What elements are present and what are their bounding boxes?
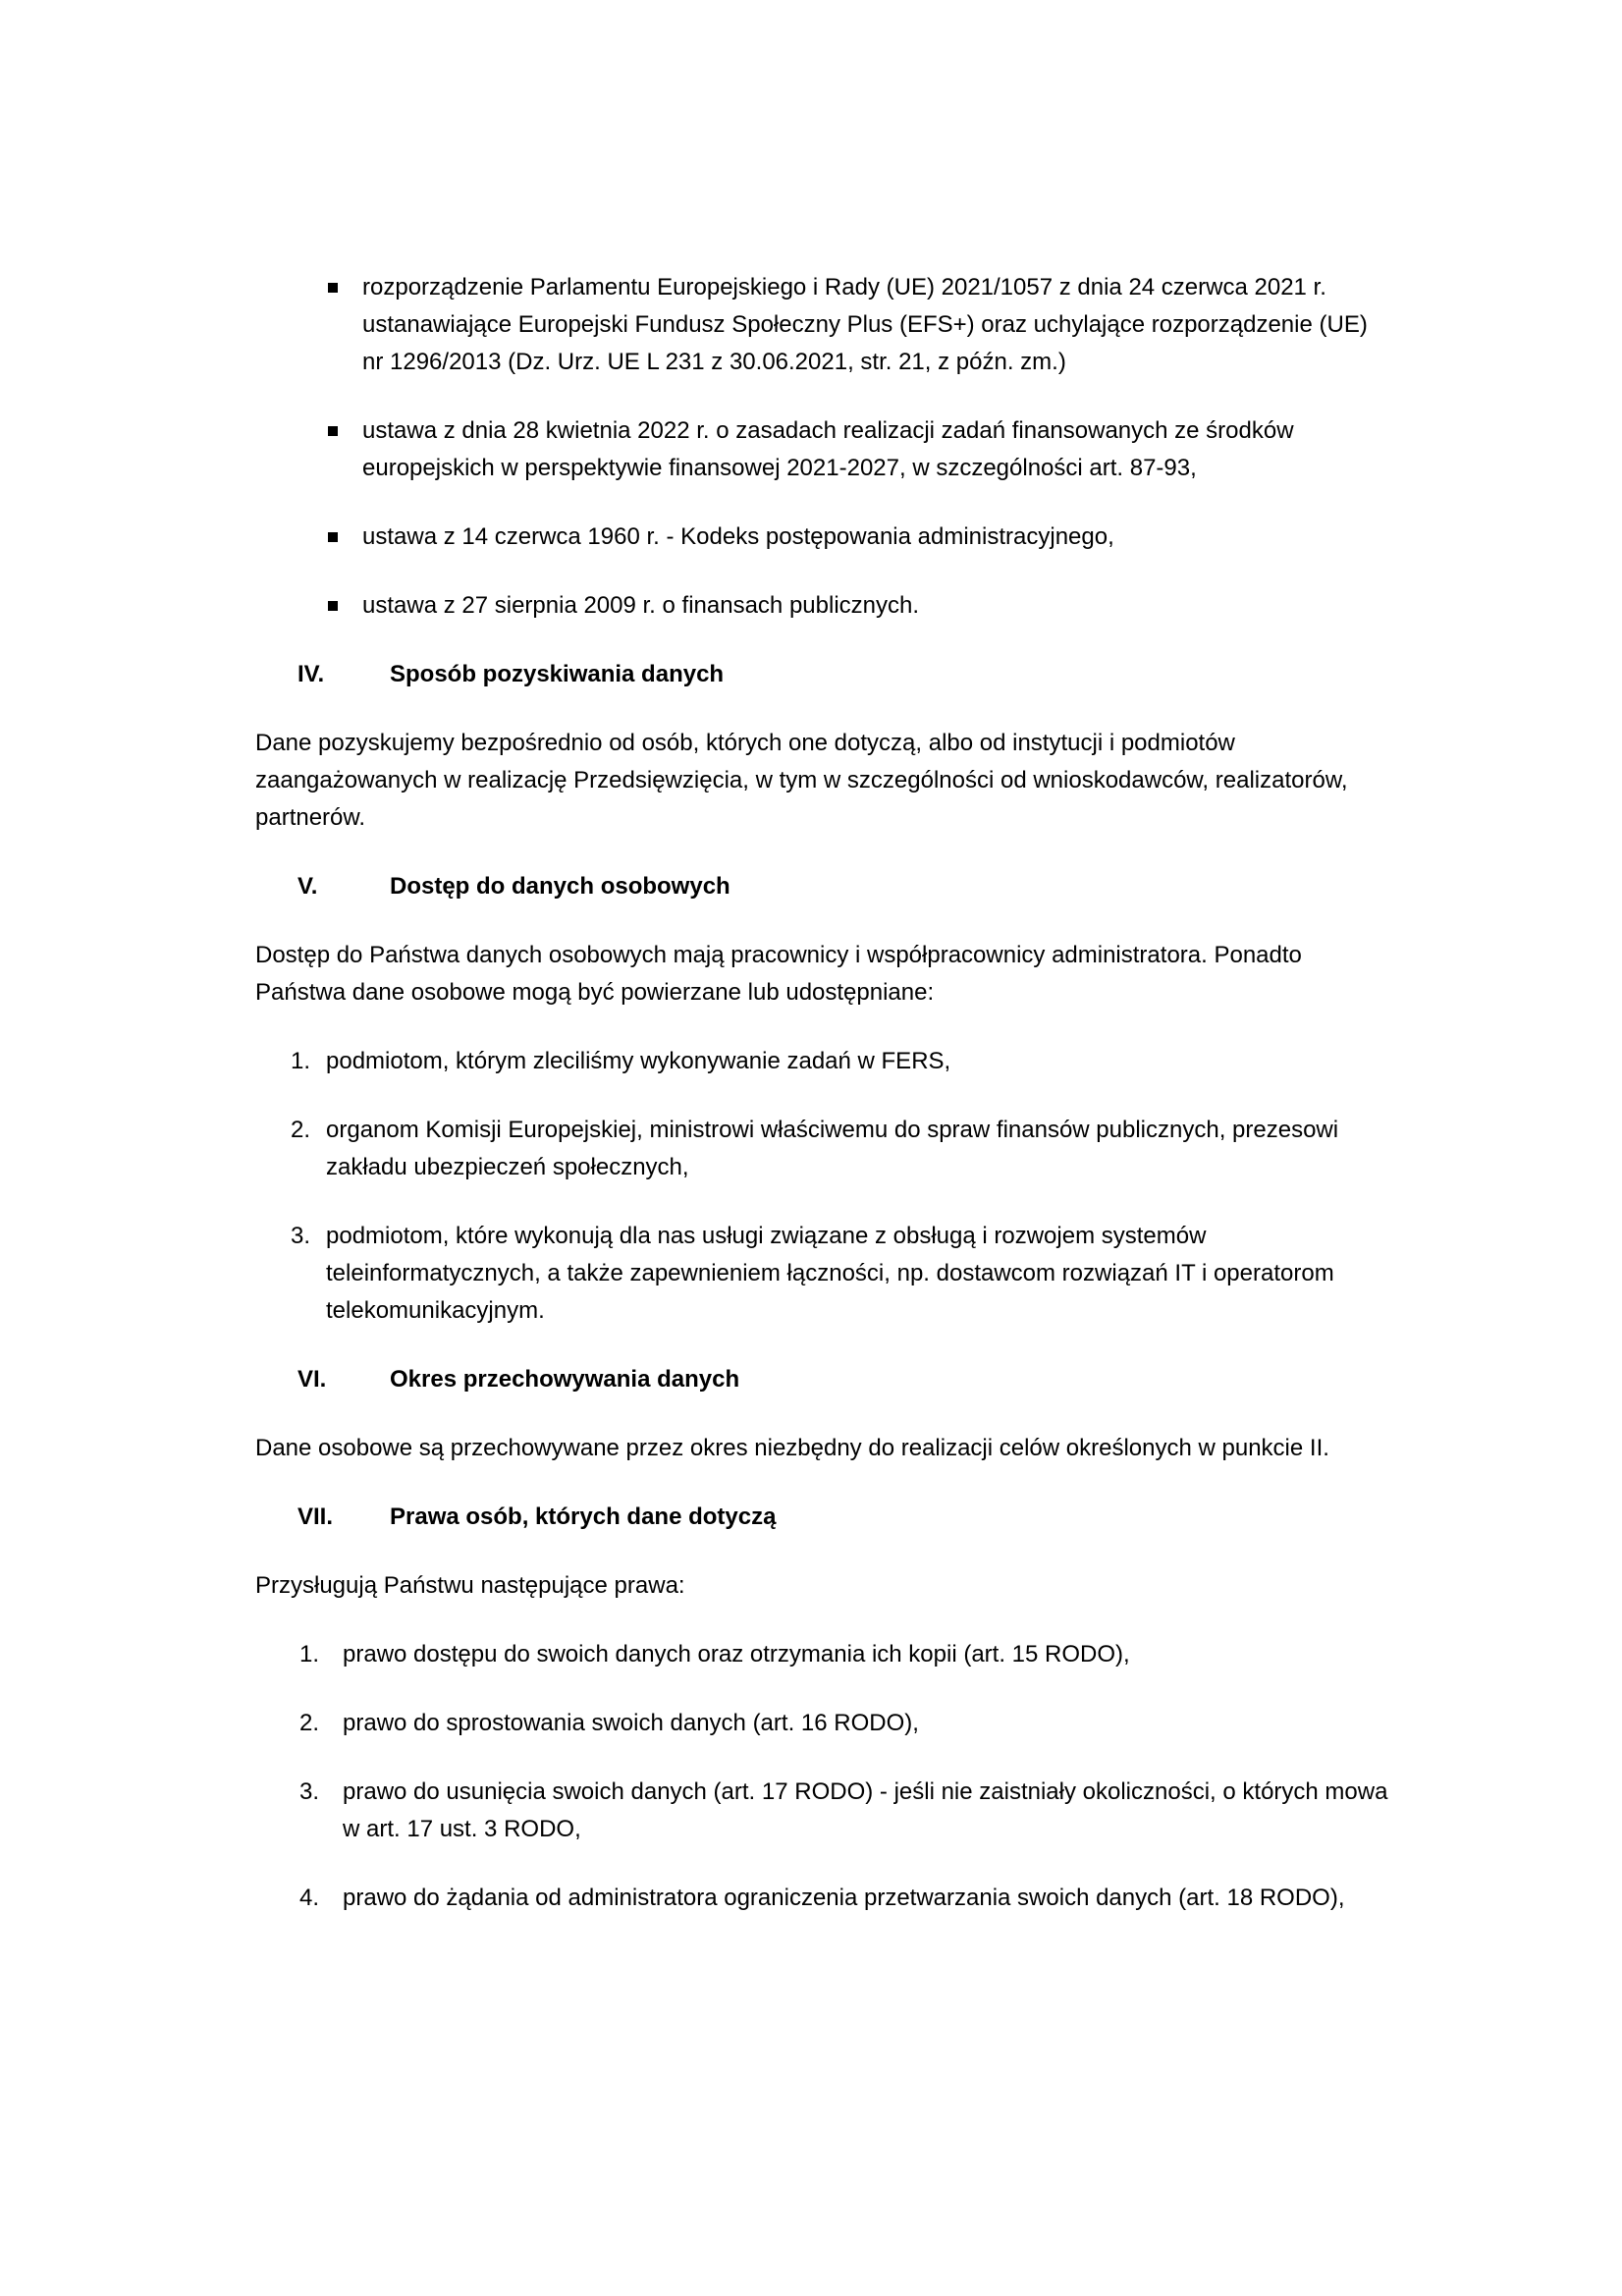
list-item-text: prawo dostępu do swoich danych oraz otrzymania ich kopii (art. 15 RODO), [343, 1641, 1130, 1667]
bullet-icon [328, 269, 362, 381]
section-title: Dostęp do danych osobowych [390, 873, 730, 900]
list-item [255, 1218, 1388, 1330]
list-item-text: podmiotom, które wykonują dla nas usługi związane z obsługą i rozwojem systemów teleinformatycznych, a także zapewnieniem łączności, np. dostawcom rozwiązań IT i operatorom telekomunikacyjnym. [326, 1223, 1334, 1324]
list-item-number: 4. [299, 1885, 320, 1911]
bullet-item-text: rozporządzenie Parlamentu Europejskiego i Rady (UE) 2021/1057 z dnia 24 czerwca 2021 r. ustanawiające Europejski Fundusz Społeczny Plus (EFS+) oraz uchylające rozporządzenie (UE) nr 1296/2013 (Dz. Urz. UE L 231 z 30.06.2021, str. 21, z późn. zm.) [362, 274, 1368, 375]
bullet-item-text: ustawa z 14 czerwca 1960 r. - Kodeks postępowania administracyjnego, [362, 523, 1114, 550]
list-item [255, 1705, 1388, 1742]
section-number: V. [297, 873, 318, 900]
section-number: VII. [297, 1503, 334, 1530]
list-item-text: podmiotom, którym zleciliśmy wykonywanie zadań w FERS, [326, 1048, 951, 1074]
section-paragraph: Dane osobowe są przechowywane przez okres niezbędny do realizacji celów określonych w punkcie II. [255, 1435, 1329, 1461]
list-item-text: prawo do sprostowania swoich danych (art. 16 RODO), [343, 1710, 919, 1736]
list-item-number: 2. [291, 1117, 311, 1143]
list-item [255, 269, 1388, 381]
list-item [255, 1112, 1388, 1186]
section-paragraph: Dane pozyskujemy bezpośrednio od osób, których one dotyczą, albo od instytucji i podmiotów zaangażowanych w realizację Przedsięwzięcia, w tym w szczególności od wnioskodawców, realizatorów, partnerów. [255, 730, 1348, 831]
section-title: Sposób pozyskiwania danych [390, 661, 725, 687]
bullet-icon [328, 587, 362, 625]
bullet-icon [328, 412, 362, 487]
section-number: IV. [297, 661, 325, 687]
list-item-number: 3. [299, 1778, 320, 1805]
list-item-text: prawo do usunięcia swoich danych (art. 17 RODO) - jeśli nie zaistniały okoliczności, o których mowa w art. 17 ust. 3 RODO, [343, 1778, 1388, 1842]
bullet-icon [328, 519, 362, 556]
list-item [255, 1880, 1388, 1917]
bullet-item-text: ustawa z dnia 28 kwietnia 2022 r. o zasadach realizacji zadań finansowanych ze środków europejskich w perspektywie finansowej 2021-2027, w szczególności art. 87-93, [362, 417, 1294, 481]
section-heading-v [255, 868, 1388, 905]
list-item [255, 1043, 1388, 1080]
list-item-number: 2. [299, 1710, 320, 1736]
list-item-number: 3. [291, 1223, 311, 1249]
section-paragraph: Dostęp do Państwa danych osobowych mają pracownicy i współpracownicy administratora. Ponadto Państwa dane osobowe mogą być powierzane lub udostępniane: [255, 942, 1302, 1006]
list-item-number: 1. [299, 1641, 320, 1667]
list-item [255, 1774, 1388, 1848]
section-heading-vi [255, 1361, 1388, 1398]
list-item-number: 1. [291, 1048, 311, 1074]
list-item [255, 1636, 1388, 1673]
list-item-text: prawo do żądania od administratora ograniczenia przetwarzania swoich danych (art. 18 RODO), [343, 1885, 1345, 1911]
list-item [255, 412, 1388, 487]
list-item-text: organom Komisji Europejskiej, ministrowi właściwemu do spraw finansów publicznych, prezesowi zakładu ubezpieczeń społecznych, [326, 1117, 1339, 1180]
section-heading-vii [255, 1499, 1388, 1536]
section-title: Okres przechowywania danych [390, 1366, 740, 1393]
section-number: VI. [297, 1366, 327, 1393]
section-paragraph: Przysługują Państwu następujące prawa: [255, 1572, 685, 1599]
list-item [255, 587, 1388, 625]
section-title: Prawa osób, których dane dotyczą [390, 1503, 777, 1530]
bullet-item-text: ustawa z 27 sierpnia 2009 r. o finansach publicznych. [362, 592, 920, 619]
list-item [255, 519, 1388, 556]
section-heading-iv [255, 656, 1388, 693]
